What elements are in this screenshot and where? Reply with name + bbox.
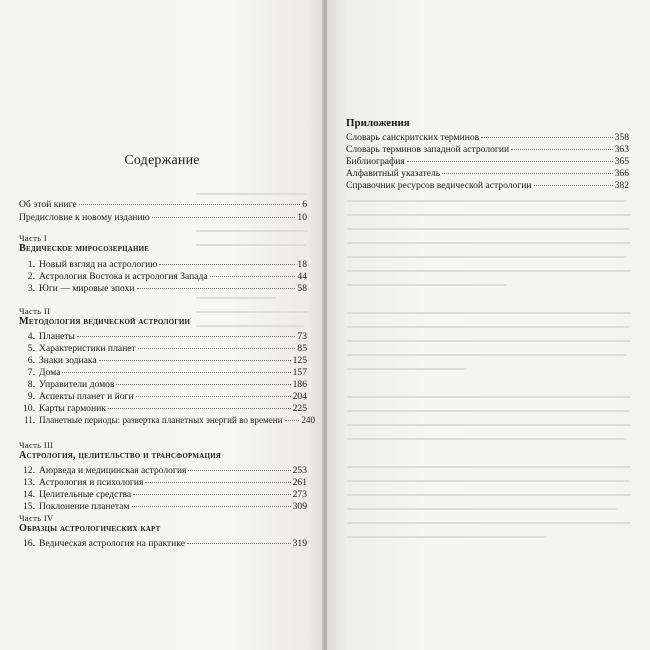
entry-label: Аюрведа и медицинская астрология [39, 465, 187, 476]
toc-entry [19, 271, 307, 282]
entry-page: 125 [292, 355, 307, 366]
leader-dots [285, 420, 300, 421]
chapter-number: 14. [23, 489, 35, 500]
entry-label: Планетные периоды: развертка планетных энергий во времени [39, 415, 283, 425]
toc-entry [19, 331, 307, 342]
entry-label: Знаки зодиака [39, 355, 97, 366]
leader-dots [137, 288, 296, 289]
entry-page: 18 [297, 259, 307, 270]
entry-page: 73 [297, 331, 307, 342]
toc-entry [19, 199, 307, 210]
entry-page: 309 [292, 501, 307, 512]
entry-page: 358 [614, 132, 629, 143]
chapter-number: 3. [27, 283, 35, 294]
entry-page: 186 [292, 379, 307, 390]
entry-page: 44 [297, 271, 307, 282]
chapter-number: 5. [27, 343, 35, 354]
entry-label: Дома [39, 367, 61, 378]
entry-label: Юги — мировые эпохи [39, 283, 135, 294]
entry-label: Аспекты планет и йоги [39, 391, 134, 402]
toc-entry [346, 156, 629, 167]
entry-label: Новый взгляд на астрологию [39, 259, 158, 270]
entry-label: Поклонение планетам [39, 501, 130, 512]
entry-page: 85 [297, 343, 307, 354]
entry-label: Предисловие к новому изданию [19, 212, 150, 223]
leader-dots [77, 336, 295, 337]
entry-label: Целительные средства [39, 489, 132, 500]
chapter-number: 6. [27, 355, 35, 366]
entry-label: Управители домов [39, 379, 115, 390]
leader-dots [62, 372, 290, 373]
chapter-number: 15. [23, 501, 35, 512]
toc-entry [19, 501, 307, 512]
chapter-number: 13. [23, 477, 35, 488]
toc-entry [19, 465, 307, 476]
entry-page: 366 [614, 168, 629, 179]
entry-label: Астрология и психология [39, 477, 144, 488]
toc-entry [19, 283, 307, 294]
toc-entry [19, 379, 307, 390]
leader-dots [133, 494, 290, 495]
part-title: Методология ведической астрологии [19, 316, 191, 327]
leader-dots [481, 137, 612, 138]
chapter-number: 12. [23, 465, 35, 476]
leader-dots [136, 396, 291, 397]
entry-label: Характеристики планет [39, 343, 136, 354]
leader-dots [132, 506, 291, 507]
entry-label: Об этой книге [19, 199, 77, 210]
entry-label: Планеты [39, 331, 76, 342]
right-page [327, 0, 650, 650]
chapter-number: 10. [23, 403, 35, 414]
entry-page: 58 [297, 283, 307, 294]
leader-dots [210, 276, 296, 277]
leader-dots [407, 161, 613, 162]
entry-label: Словарь терминов западной астрологии [346, 144, 510, 155]
toc-entry [346, 168, 629, 179]
toc-entry [19, 212, 307, 223]
toc-entry [19, 415, 315, 426]
leader-dots [442, 173, 612, 174]
entry-label: Карты гармоник [39, 403, 106, 414]
toc-entry [19, 538, 307, 549]
toc-entry [346, 132, 629, 143]
leader-dots [99, 360, 291, 361]
part-label: Часть III [19, 440, 54, 450]
leader-dots [511, 149, 612, 150]
leader-dots [534, 185, 613, 186]
leader-dots [145, 482, 290, 483]
part-title: Образцы астрологических карт [19, 523, 161, 534]
appendices-title: Приложения [346, 117, 410, 129]
part-label: Часть II [19, 306, 51, 316]
chapter-number: 2. [27, 271, 35, 282]
toc-entry [19, 355, 307, 366]
toc-entry [19, 391, 307, 402]
chapter-number: 8. [27, 379, 35, 390]
leader-dots [187, 543, 291, 544]
leader-dots [79, 204, 300, 205]
entry-page: 261 [292, 477, 307, 488]
entry-page: 363 [614, 144, 629, 155]
toc-entry [19, 367, 307, 378]
entry-page: 365 [614, 156, 629, 167]
chapter-number: 9. [27, 391, 35, 402]
entry-label: Словарь санскритских терминов [346, 132, 480, 143]
toc-title: Содержание [124, 153, 200, 168]
toc-entry [19, 477, 307, 488]
entry-page: 6 [302, 199, 307, 210]
part-label: Часть IV [19, 513, 54, 523]
leader-dots [152, 217, 296, 218]
entry-label: Библиография [346, 156, 405, 167]
toc-entry [346, 144, 629, 155]
entry-page: 253 [292, 465, 307, 476]
leader-dots [108, 408, 291, 409]
leader-dots [138, 348, 296, 349]
entry-page: 240 [301, 415, 315, 425]
toc-entry [19, 259, 307, 270]
chapter-number: 7. [27, 367, 35, 378]
entry-page: 204 [292, 391, 307, 402]
leader-dots [159, 264, 295, 265]
entry-label: Астрология Востока и астрология Запада [39, 271, 208, 282]
entry-page: 382 [614, 180, 629, 191]
toc-entry [19, 489, 307, 500]
entry-page: 157 [292, 367, 307, 378]
entry-label: Ведическая астрология на практике [39, 538, 185, 549]
part-label: Часть I [19, 233, 47, 243]
entry-page: 273 [292, 489, 307, 500]
chapter-number: 4. [27, 331, 35, 342]
part-title: Астрология, целительство и трансформация [19, 450, 221, 461]
entry-page: 319 [292, 538, 307, 549]
entry-page: 225 [292, 403, 307, 414]
chapter-number: 16. [23, 538, 35, 549]
entry-label: Алфавитный указатель [346, 168, 441, 179]
left-page [0, 0, 324, 650]
leader-dots [116, 384, 290, 385]
chapter-number: 1. [27, 259, 35, 270]
entry-page: 10 [297, 212, 307, 223]
part-title: Ведическое миросозерцание [19, 243, 150, 254]
toc-entry [19, 343, 307, 354]
entry-label: Справочник ресурсов ведической астрологии [346, 180, 532, 191]
toc-entry [346, 180, 629, 191]
toc-entry [19, 403, 307, 414]
leader-dots [188, 470, 290, 471]
chapter-number: 11. [23, 415, 35, 425]
